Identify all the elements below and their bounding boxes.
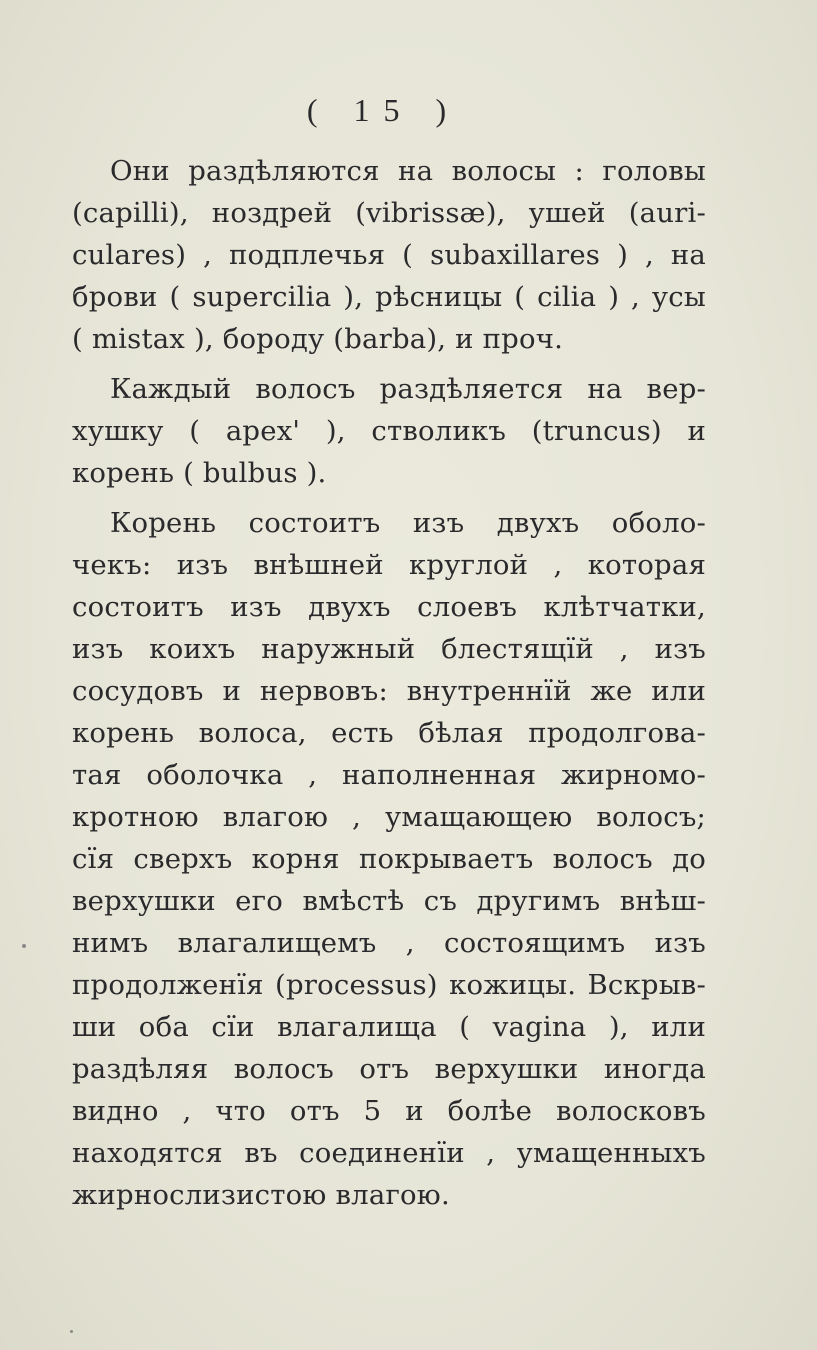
text-line: брови ( supercilia ), рѣсницы ( cilia ) , усы [72,281,706,313]
body-text [72,150,706,1216]
text-line: тая оболочка , наполненная жирномо- [72,759,706,791]
text-line: продолженїя (processus) кожицы. Вскрыв- [72,969,706,1001]
text-line: culares) , подплечья ( subaxillares ) , на [72,239,706,271]
text-line: ( mistax ), бороду (barba), и проч. [72,323,564,355]
text-line: кротною влагою , умащающею волосъ; [72,801,706,833]
text-line: сїя сверхъ корня покрываетъ волосъ до [72,843,706,875]
text-line: (capilli), ноздрей (vibrissæ), ушей (auri- [72,197,706,229]
text-line: состоитъ изъ двухъ слоевъ клѣтчатки, [72,591,706,623]
page-number: ( 15 ) [306,92,461,128]
text-line: сосудовъ и нервовъ: внутреннїй же или [72,675,706,707]
text-line: раздѣляя волосъ отъ верхушки иногда [72,1053,706,1085]
paper-speck [70,1330,73,1333]
text-line: жирнослизистою влагою. [72,1179,450,1211]
text-line: ши оба сїи влагалища ( vagina ), или [72,1011,706,1043]
text-line: Корень состоитъ изъ двухъ оболо- [110,507,706,539]
paragraph-3 [72,502,706,1216]
text-line: хушку ( apex' ), стволикъ (truncus) и [72,415,706,447]
text-line: находятся въ соединенїи , умащенныхъ [72,1137,706,1169]
paper-speck [22,944,26,948]
text-line: верхушки его вмѣстѣ съ другимъ внѣш- [72,885,706,917]
text-line: видно , что отъ 5 и болѣе волосковъ [72,1095,706,1127]
text-line: Они раздѣляются на волосы : головы [110,155,706,187]
text-line: нимъ влагалищемъ , состоящимъ изъ [72,927,706,959]
text-line: Каждый волосъ раздѣляется на вер- [110,373,706,405]
text-line: корень ( bulbus ). [72,457,327,489]
paragraph-2 [72,368,706,494]
text-line: изъ коихъ наружный блестящїй , изъ [72,633,706,665]
paragraph-1 [72,150,706,360]
text-line: чекъ: изъ внѣшней круглой , которая [72,549,706,581]
text-line: корень волоса, есть бѣлая продолгова- [72,717,706,749]
